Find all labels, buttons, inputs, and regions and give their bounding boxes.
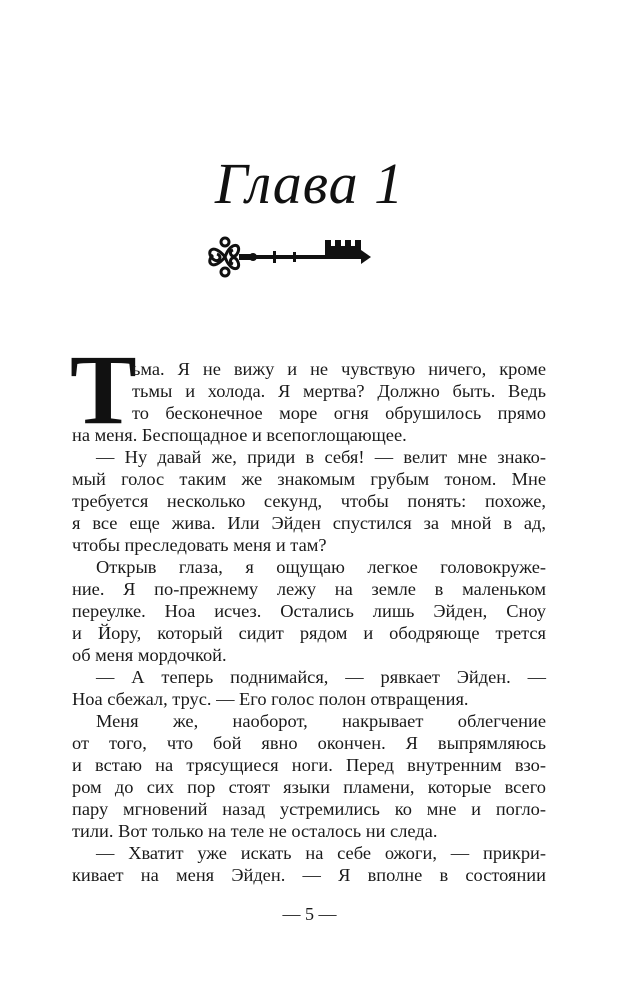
text-line: — Ну давай же, приди в себя! — велит мне знако- xyxy=(96,447,546,467)
text-line: то бесконечное море огня обрушилось прямо xyxy=(132,403,546,423)
text-line: тьмы и холода. Я мертва? Должно быть. Ведь xyxy=(132,381,546,401)
key-icon xyxy=(203,234,373,280)
text-line: чтобы преследовать меня и там? xyxy=(72,535,327,555)
text-line: ром до сих пор стоят языки пламени, которые всего xyxy=(72,777,546,797)
page-number: — 5 — xyxy=(282,904,337,924)
text-line: Открыв глаза, я ощущаю легкое головокруже- xyxy=(96,557,546,577)
body-text xyxy=(72,358,546,886)
text-line: об меня мордочкой. xyxy=(72,645,227,665)
text-line: от того, что бой явно окончен. Я выпрямляюсь xyxy=(72,733,546,753)
text-line: и Йору, который сидит рядом и ободряюще трется xyxy=(72,623,546,643)
text-line: ние. Я по-прежнему лежу на земле в маленьком xyxy=(72,579,546,599)
text-line: тили. Вот только на теле не осталось ни следа. xyxy=(72,821,438,841)
text-line: ьма. Я не вижу и не чувствую ничего, кроме xyxy=(132,359,546,379)
text-line: Ноа сбежал, трус. — Его голос полон отвращения. xyxy=(72,689,469,709)
text-line: кивает на меня Эйден. — Я вполне в состоянии xyxy=(72,865,546,885)
text-line: на меня. Беспощадное и всепоглощающее. xyxy=(72,425,407,445)
text-line: Меня же, наоборот, накрывает облегчение xyxy=(96,711,546,731)
drop-cap: Т xyxy=(70,334,137,445)
text-line: я все еще жива. Или Эйден спустился за мной в ад, xyxy=(72,513,546,533)
text-line: и встаю на трясущиеся ноги. Перед внутренним взо- xyxy=(72,755,546,775)
text-line: переулке. Ноа исчез. Остались лишь Эйден, Сноу xyxy=(72,601,546,621)
text-line: — А теперь поднимайся, — рявкает Эйден. — xyxy=(96,667,546,687)
text-line: требуется несколько секунд, чтобы понять: похоже, xyxy=(72,491,546,511)
text-line: — Хватит уже искать на себе ожоги, — прикри- xyxy=(96,843,546,863)
text-line: пару мгновений назад устремились ко мне и погло- xyxy=(72,799,546,819)
chapter-title: Глава 1 xyxy=(214,151,405,216)
text-line: мый голос таким же знакомым грубым тоном. Мне xyxy=(72,469,546,489)
